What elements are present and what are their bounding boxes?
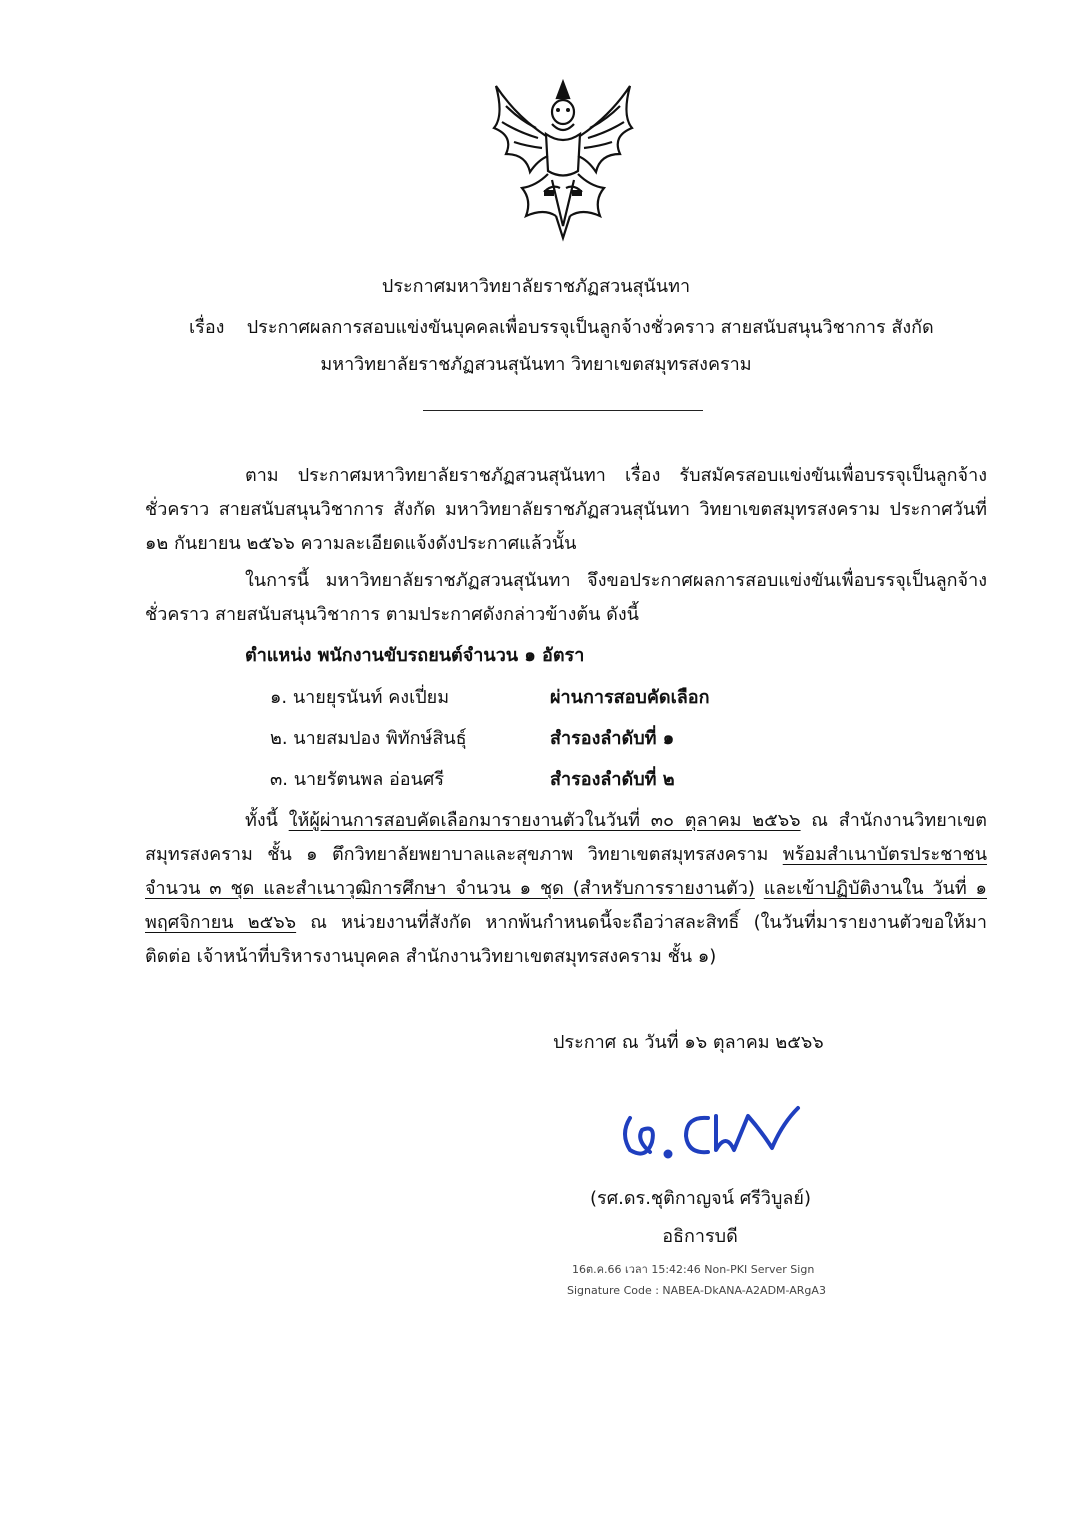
p3-line-1 bbox=[145, 804, 987, 838]
paragraph-1 bbox=[145, 459, 987, 561]
candidate-row bbox=[270, 764, 675, 793]
paragraph-3 bbox=[145, 804, 987, 974]
p2-line-1: ในการนี้ มหาวิทยาลัยราชภัฏสวนสุนันทา จึงขอประกาศผลการสอบแข่งขันเพื่อบรรจุเป็นลูกจ้าง bbox=[245, 570, 987, 591]
signer-title: อธิการบดี bbox=[662, 1226, 738, 1247]
candidate-row bbox=[270, 682, 709, 711]
p3-line-3 bbox=[145, 872, 987, 906]
candidate-name: ๓. นายรัตนพล อ่อนศรี bbox=[270, 769, 445, 790]
p2-line-2: ชั่วคราว สายสนับสนุนวิชาการ ตามประกาศดังกล่าวข้างต้น ดังนี้ bbox=[145, 604, 639, 625]
p3-underlined-text: ให้ผู้ผ่านการสอบคัดเลือกมารายงานตัวในวันที่ ๓๐ ตุลาคม ๒๕๖๖ bbox=[288, 810, 801, 831]
p3-line-4 bbox=[145, 906, 987, 940]
subject-line-2: มหาวิทยาลัยราชภัฏสวนสุนันทา วิทยาเขตสมุทรสงคราม bbox=[320, 354, 752, 375]
signature-code: Signature Code : NABEA-DkANA-A2ADM-ARgA3 bbox=[567, 1284, 826, 1297]
candidate-status: สำรองลำดับที่ ๒ bbox=[550, 769, 675, 790]
position-heading: ตำแหน่ง พนักงานขับรถยนต์จำนวน ๑ อัตรา bbox=[245, 645, 585, 666]
p3-text bbox=[755, 878, 764, 899]
p3-text: ทั้งนี้ bbox=[245, 810, 289, 831]
title-divider bbox=[423, 410, 703, 411]
p3-underlined-text: และเข้าปฏิบัติงานใน วันที่ ๑ bbox=[763, 878, 987, 899]
p1-line-3: ๑๒ กันยายน ๒๕๖๖ ความละเอียดแจ้งดังประกาศแล้วนั้น bbox=[145, 533, 577, 554]
p3-line-2 bbox=[145, 838, 987, 872]
garuda-emblem-icon bbox=[486, 76, 640, 244]
subject-label: เรื่อง bbox=[189, 317, 225, 338]
subject-line-1 bbox=[189, 312, 934, 341]
announcement-date: ประกาศ ณ วันที่ ๑๖ ตุลาคม ๒๕๖๖ bbox=[553, 1032, 824, 1053]
p1-line-2: ชั่วคราว สายสนับสนุนวิชาการ สังกัด มหาวิทยาลัยราชภัฏสวนสุนันทา วิทยาเขตสมุทรสงคราม ประกาศวันที่ bbox=[145, 499, 987, 520]
p3-text: ณ สำนักงานวิทยาเขต bbox=[800, 810, 987, 831]
p3-underlined-text: จำนวน ๓ ชุด และสำเนาวุฒิการศึกษา จำนวน ๑ ชุด (สำหรับการรายงานตัว) bbox=[145, 878, 755, 899]
p3-underlined-text: พร้อมสำเนาบัตรประชาชน bbox=[782, 844, 987, 865]
p3-underlined-text: พฤศจิกายน ๒๕๖๖ bbox=[145, 912, 297, 933]
candidate-row bbox=[270, 723, 674, 752]
p3-text: สมุทรสงคราม ชั้น ๑ ตึกวิทยาลัยพยาบาลและสุขภาพ วิทยาเขตสมุทรสงคราม bbox=[145, 844, 783, 865]
candidate-status: ผ่านการสอบคัดเลือก bbox=[550, 687, 710, 708]
signature-timestamp: 16ต.ค.66 เวลา 15:42:46 Non-PKI Server Sign bbox=[572, 1263, 815, 1276]
candidate-name: ๒. นายสมปอง พิทักษ์สินธุ์ bbox=[270, 728, 467, 749]
p3-text: ณ หน่วยงานที่สังกัด หากพ้นกำหนดนี้จะถือว่าสละสิทธิ์ (ในวันที่มารายงานตัวขอให้มา bbox=[296, 912, 987, 933]
p3-line-5: ติดต่อ เจ้าหน้าที่บริหารงานบุคคล สำนักงานวิทยาเขตสมุทรสงคราม ชั้น ๑) bbox=[145, 946, 717, 967]
p1-line-1: ตาม ประกาศมหาวิทยาลัยราชภัฏสวนสุนันทา เรื่อง รับสมัครสอบแข่งขันเพื่อบรรจุเป็นลูกจ้าง bbox=[245, 465, 987, 486]
handwritten-signature bbox=[612, 1094, 802, 1166]
signer-name: (รศ.ดร.ชุติกาญจน์ ศรีวิบูลย์) bbox=[590, 1188, 811, 1209]
paragraph-2 bbox=[145, 564, 987, 632]
announcement-title: ประกาศมหาวิทยาลัยราชภัฏสวนสุนันทา bbox=[381, 276, 691, 297]
subject-text-1: ประกาศผลการสอบแข่งขันบุคคลเพื่อบรรจุเป็นลูกจ้างชั่วคราว สายสนับสนุนวิชาการ สังกัด bbox=[246, 317, 934, 338]
candidate-name: ๑. นายยุรนันท์ คงเปี่ยม bbox=[270, 687, 450, 708]
candidate-status: สำรองลำดับที่ ๑ bbox=[550, 728, 675, 749]
